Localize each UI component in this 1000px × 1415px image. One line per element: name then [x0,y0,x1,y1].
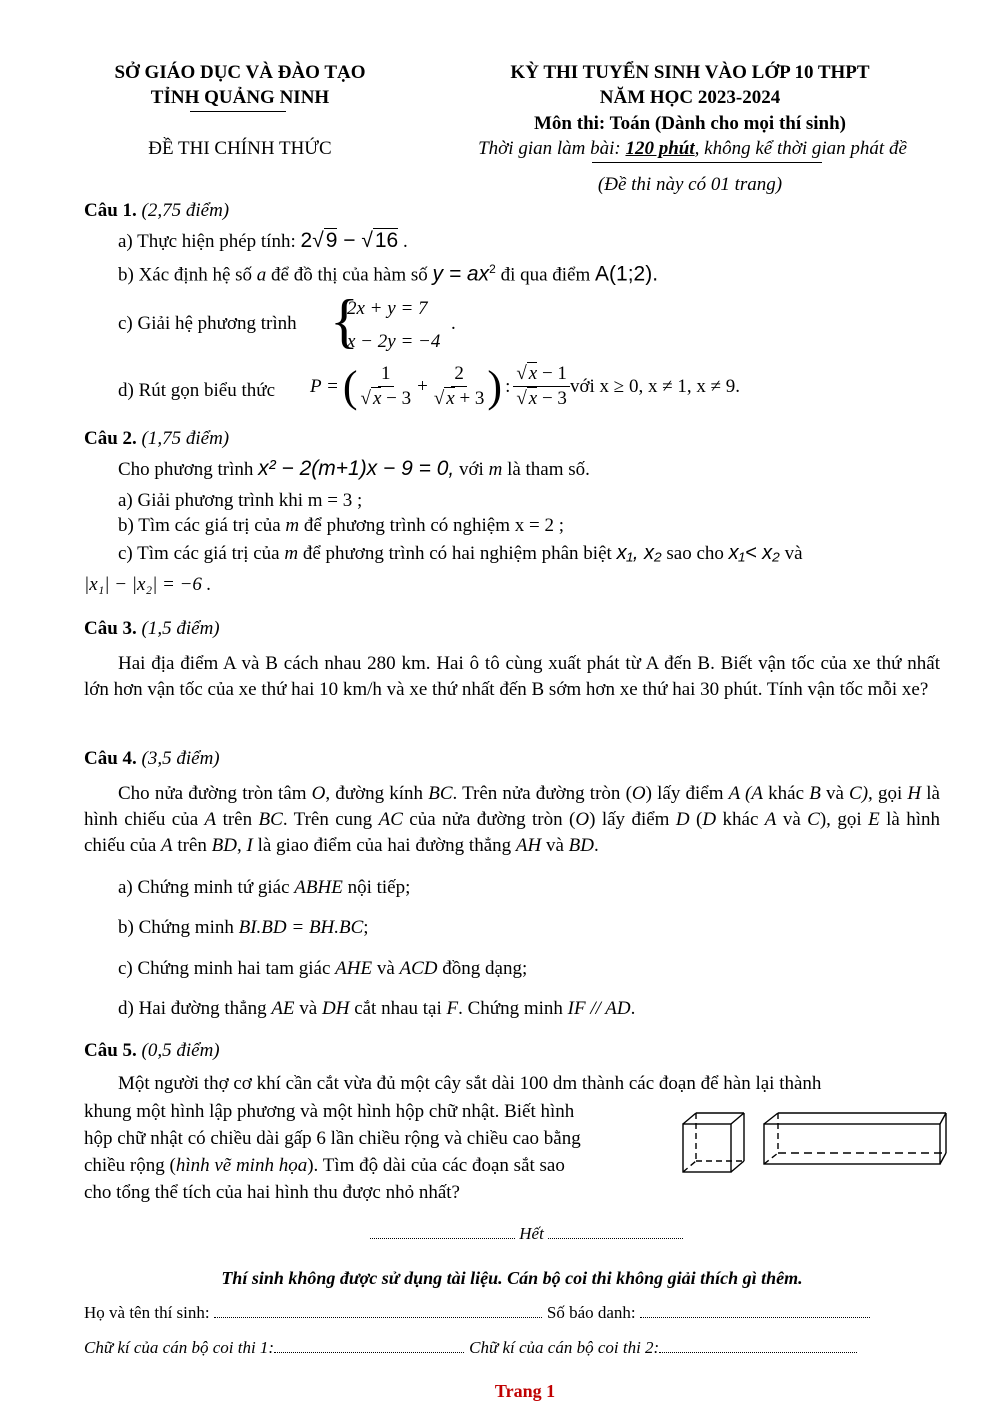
q2-part-a: a) Giải phương trình khi m = 3 ; [118,490,363,511]
question-1-heading: Câu 1. (2,75 điểm) [84,200,230,221]
q5-line-1: Một người thợ cơ khí cần cắt vừa đủ một cây sắt dài 100 dm thành các đoạn để hàn lại thành [118,1073,822,1094]
q5-line-2: khung một hình lập phương và một hình hộp chữ nhật. Biết hình [84,1101,575,1122]
q4-part-c: c) Chứng minh hai tam giác AHE và ACD đồng dạng; [118,958,528,979]
system-end: . [451,313,456,334]
subject: Môn thi: Toán (Dành cho mọi thí sinh) [534,113,846,134]
school-year: NĂM HỌC 2023-2024 [599,87,781,108]
q4-body: Cho nửa đường tròn tâm O, đường kính BC. Trên nửa đường tròn (O) lấy điểm A (A khác B và C), gọi H là hình chiếu của A trên BC. Trên cung AC của nửa đường tròn (O) lấy điểm D (D khác A và C), gọi E là hình chiếu của A trên BD, I là giao điểm của hai đường thẳng AH và BD. [84,783,940,856]
end-marker: Hết [370,1224,683,1244]
q5-line-5: cho tổng thể tích của hai hình thu được nhỏ nhất? [84,1182,460,1203]
q1-part-d-expression: P = ( $\frac{1}{√ x - 3}$ + $\frac{2}{√ x + 3}$ ) : $\frac{√ x - 1}{√ x - 3}$ với x ≥ 0, x ≠ 1, x ≠ 9. [310,361,741,411]
q2-part-b: b) Tìm các giá trị của m để phương trình có nghiệm x = 2 ; [118,515,564,536]
question-4-heading: Câu 4. (3,5 điểm) [84,748,220,769]
q5-illustration [678,1110,948,1176]
system-brace: { [330,288,359,354]
header-left-underline [190,111,286,112]
q1-part-d-label: d) Rút gọn biểu thức [118,380,276,401]
header-right-underline [592,162,822,163]
time-allowed: Thời gian làm bài: 120 phút, không kể thời gian phát đề [478,138,907,159]
q4-part-b: b) Chứng minh BI.BD = BH.BC; [118,917,369,938]
official-exam-label: ĐỀ THI CHÍNH THỨC [148,138,332,159]
box-figure [764,1113,946,1164]
question-2-heading: Câu 2. (1,75 điểm) [84,428,230,449]
q2-part-c: c) Tìm các giá trị của m để phương trình có hai nghiệm phân biệt x₁, x₂ sao cho x₁< x₂ và [118,542,803,564]
question-3-heading: Câu 3. (1,5 điểm) [84,618,220,639]
q4-part-d: d) Hai đường thẳng AE và DH cắt nhau tại F. Chứng minh IF // AD. [118,998,636,1019]
q1-part-b: b) Xác định hệ số a để đồ thị của hàm số $y = ax^2$ đi qua điểm A(1;2). [118,262,659,286]
q2-intro: Cho phương trình x² − 2(m+1)x − 9 = 0, với m là tham số. [118,457,590,480]
dept-name: SỞ GIÁO DỤC VÀ ĐÀO TẠO [114,62,366,83]
candidate-note: Thí sinh không được sử dụng tài liệu. Cán bộ coi thi không giải thích gì thêm. [221,1268,803,1288]
page-number: Trang 1 [494,1381,556,1401]
q2-part-c-condition: |x₁| − |x₂| = −6 . [84,574,212,595]
q5-line-3: hộp chữ nhật có chiều dài gấp 6 lần chiều rộng và chiều cao bằng [84,1128,581,1149]
system-eq-1: 2x + y = 7 [347,298,428,319]
cube-figure [683,1113,744,1172]
q3-body: Hai địa điểm A và B cách nhau 280 km. Hai ô tô cùng xuất phát từ A đến B. Biết vận tốc của xe thứ nhất lớn hơn vận tốc của xe thứ hai 10 km/h và xe thứ nhất đến B sớm hơn xe thứ hai 30 phút. Tính vận tốc mỗi xe? [84,653,940,700]
q1-part-c: c) Giải hệ phương trình [118,313,297,334]
exam-title: KỲ THI TUYỂN SINH VÀO LỚP 10 THPT [510,62,870,83]
question-5-heading: Câu 5. (0,5 điểm) [84,1040,220,1061]
system-eq-2: x − 2y = −4 [347,331,441,352]
pages-note: (Đề thi này có 01 trang) [597,174,783,195]
candidate-name-field: Họ và tên thí sinh: Số báo danh: [84,1303,870,1323]
province-name: TỈNH QUẢNG NINH [150,87,330,108]
invigilator-signatures: Chữ kí của cán bộ coi thi 1: Chữ kí của cán bộ coi thi 2: [84,1338,857,1358]
q5-line-4: chiều rộng (hình vẽ minh họa). Tìm độ dài của các đoạn sắt sao [84,1155,565,1176]
q4-part-a: a) Chứng minh tứ giác ABHE nội tiếp; [118,877,411,898]
q1-part-a: a) Thực hiện phép tính: 2√9 − √16 . [118,229,408,252]
